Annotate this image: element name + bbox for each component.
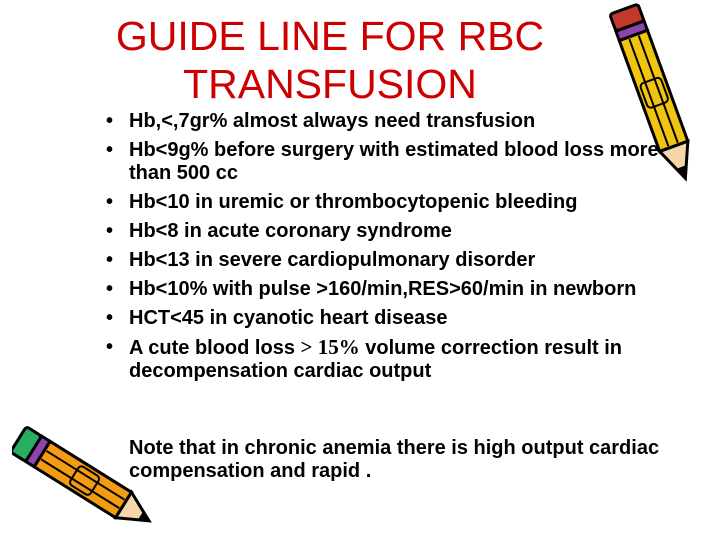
list-item: • Hb<8 in acute coronary syndrome <box>106 220 706 243</box>
slide-title <box>60 12 600 108</box>
title-line-2: TRANSFUSION <box>183 61 477 107</box>
bullet-text-start: A cute blood loss <box>129 337 301 359</box>
bullet-text-end: volume correction result in decompensation cardiac output <box>129 337 623 382</box>
list-item: • Hb<10% with pulse >160/min,RES>60/min in newborn <box>106 278 706 301</box>
list-item: • Hb<13 in severe cardiopulmonary disorder <box>106 249 706 272</box>
title-line-1: GUIDE LINE FOR RBC <box>115 13 545 59</box>
list-item: • Hb<10 in uremic or thrombocytopenic bleeding <box>106 191 706 214</box>
note-text: Note that in chronic anemia there is high output cardiac compensation and rapid . <box>129 437 660 482</box>
list-item <box>106 336 706 383</box>
list-item: • Hb<9g% before surgery with estimated blood loss more than 500 cc <box>106 139 706 185</box>
blood-loss-threshold: > 15% <box>300 335 360 359</box>
list-item: • Hb,<,7gr% almost always need transfusion <box>106 110 706 133</box>
bullet-list <box>106 110 706 389</box>
list-item: • HCT<45 in cyanotic heart disease <box>106 307 706 330</box>
